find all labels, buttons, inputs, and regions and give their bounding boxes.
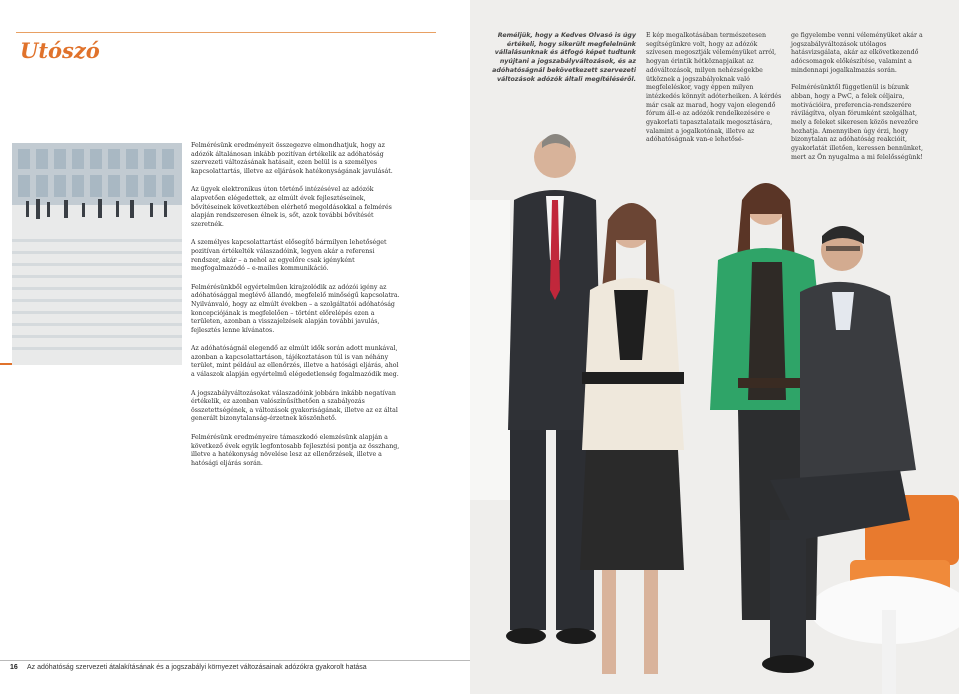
paragraph: Felmérésünk eredményeit összegezve elmondhatjuk, hogy az adózók általánosan inkább pozitívan értékelik az adóhatóság szervezeti változásának hatásait, ezen belül is a személyes kapcsolattartás, illetve az eljárások hatékonyságának javulását. [191, 142, 393, 175]
paragraph: Az adóhatóságnál elegendő az elmúlt idők során adott munkával, azonban a kapcsolattartáson, tájékoztatáson túl is van néhány terület, mint például az ellenőrzés, illetve a hatósági eljárás, ahol a válaszok alapján egyértelmű elégedetlenség fogalmazódik meg. [191, 345, 399, 379]
paragraph: Felmérésünktől függetlenül is bízunk abban, hogy a PwC, a felek céljaira, motivációira, preferencia-rendszerére rávilágítva, olyan fórumként szolgálhat, mely a feleket sikeresen közös nevezőre hozhatja. Amennyiben úgy érzi, hogy bizonytalan az adóhatóság reakcióit, gyakorlatát illetően, keressen bennünket, mert az Ön nyugalma a mi felelősségünk! [791, 84, 924, 161]
paragraph: Felmérésünk eredményeire támaszkodó elemzésünk alapján a következő évek egyik legfontosabb fejlesztési pontja az összhang, illetve a hatékonyság növelése lesz az ellenőrzések, illetve a hatósági eljárás során. [191, 434, 400, 467]
right-column-1 [646, 32, 784, 154]
office-lobby-image [12, 143, 182, 365]
accent-tick [0, 363, 12, 365]
pull-quote: Reméljük, hogy a Kedves Olvasó is úgy értékeli, hogy sikerült megfelelnünk vállalásunknak és átfogó képet tudtunk nyújtani a jogszabályváltozások, és az adóhatóságnál bekövetkezett szervezeti változások adózók általi megítéléséről. [492, 32, 636, 83]
office-photo [12, 143, 182, 365]
right-column-2 [791, 32, 931, 171]
paragraph: Felmérésünkből egyértelműen kirajzolódik az adózói igény az adóhatósággal meglévő állandó, megfelelő minőségű kapcsolatra. Nyilvánvaló, hogy az elmúlt években – a szolgáltatói adóhatóság koncepciójának is megfelelően – történt előrelépés ezen a területen, azonban a visszajelzések alapján további javulás, fejlesztés lenne kívánatos. [191, 283, 400, 334]
footer-text: Az adóhatóság szervezeti átalakításának és a jogszabályi környezet változásainak adózókra gyakorolt hatása [27, 664, 367, 671]
footer-rule [0, 660, 470, 661]
right-page [470, 0, 959, 694]
page-number: 16 [10, 664, 18, 671]
paragraph: ge figyelembe venni véleményüket akár a jogszabályváltozások utólagos hatásvizsgálata, akár az elkövetkezendő adócsomagok előkészítése, valamint a mindennapi jogalkalmazás során. [791, 32, 923, 74]
page-title: Utószó [20, 38, 100, 63]
title-rule [16, 32, 436, 33]
left-page [0, 0, 470, 694]
left-body-text [191, 142, 403, 478]
paragraph: A jogszabályváltozásokat válaszadóink jobbára inkább negatívan értékelik, ez azonban valószínűsíthetően a szabályozás összetettségének, a változások gyakoriságának, illetve az ez által generált bizonytalanság-érzetnek köszönhető. [191, 389, 398, 423]
paragraph: E kép megalkotásában természetesen segítségünkre volt, hogy az adózók szívesen megosztják véleményüket arról, hogyan érintik hétköznapjaikat az adóváltozások, milyen nehézségekbe ütköznek a jogszabályoknak való megfeleléskor, vagy éppen milyen intézkedés könnyít adóterheiken. A kérdés már csak az marad, hogy vajon elegendő fórum áll-e az adózók rendelkezésére e gyakorlati tapasztalataik megosztására, valamint a jogalkotónak, illetve az adóhatóságnak van-e lehetősé- [646, 32, 782, 144]
paragraph: A személyes kapcsolattartást elősegítő bármilyen lehetőséget pozitívan értékelték válaszadóink, legyen akár a referensi rendszer, akár – a nehol az egyelőre csak igényként megfogalmazódó – e-mailes kommunikáció. [191, 239, 387, 273]
paragraph: Az ügyek elektronikus úton történő intézésével az adózók alapvetően elégedettek, az elmúlt évek fejlesztéseinek, bővítéseinek következtében elérhető megoldásokkal a felmérés alapján rendszeresen élnek is, sőt, azok további bővítését szeretnék. [191, 186, 392, 228]
